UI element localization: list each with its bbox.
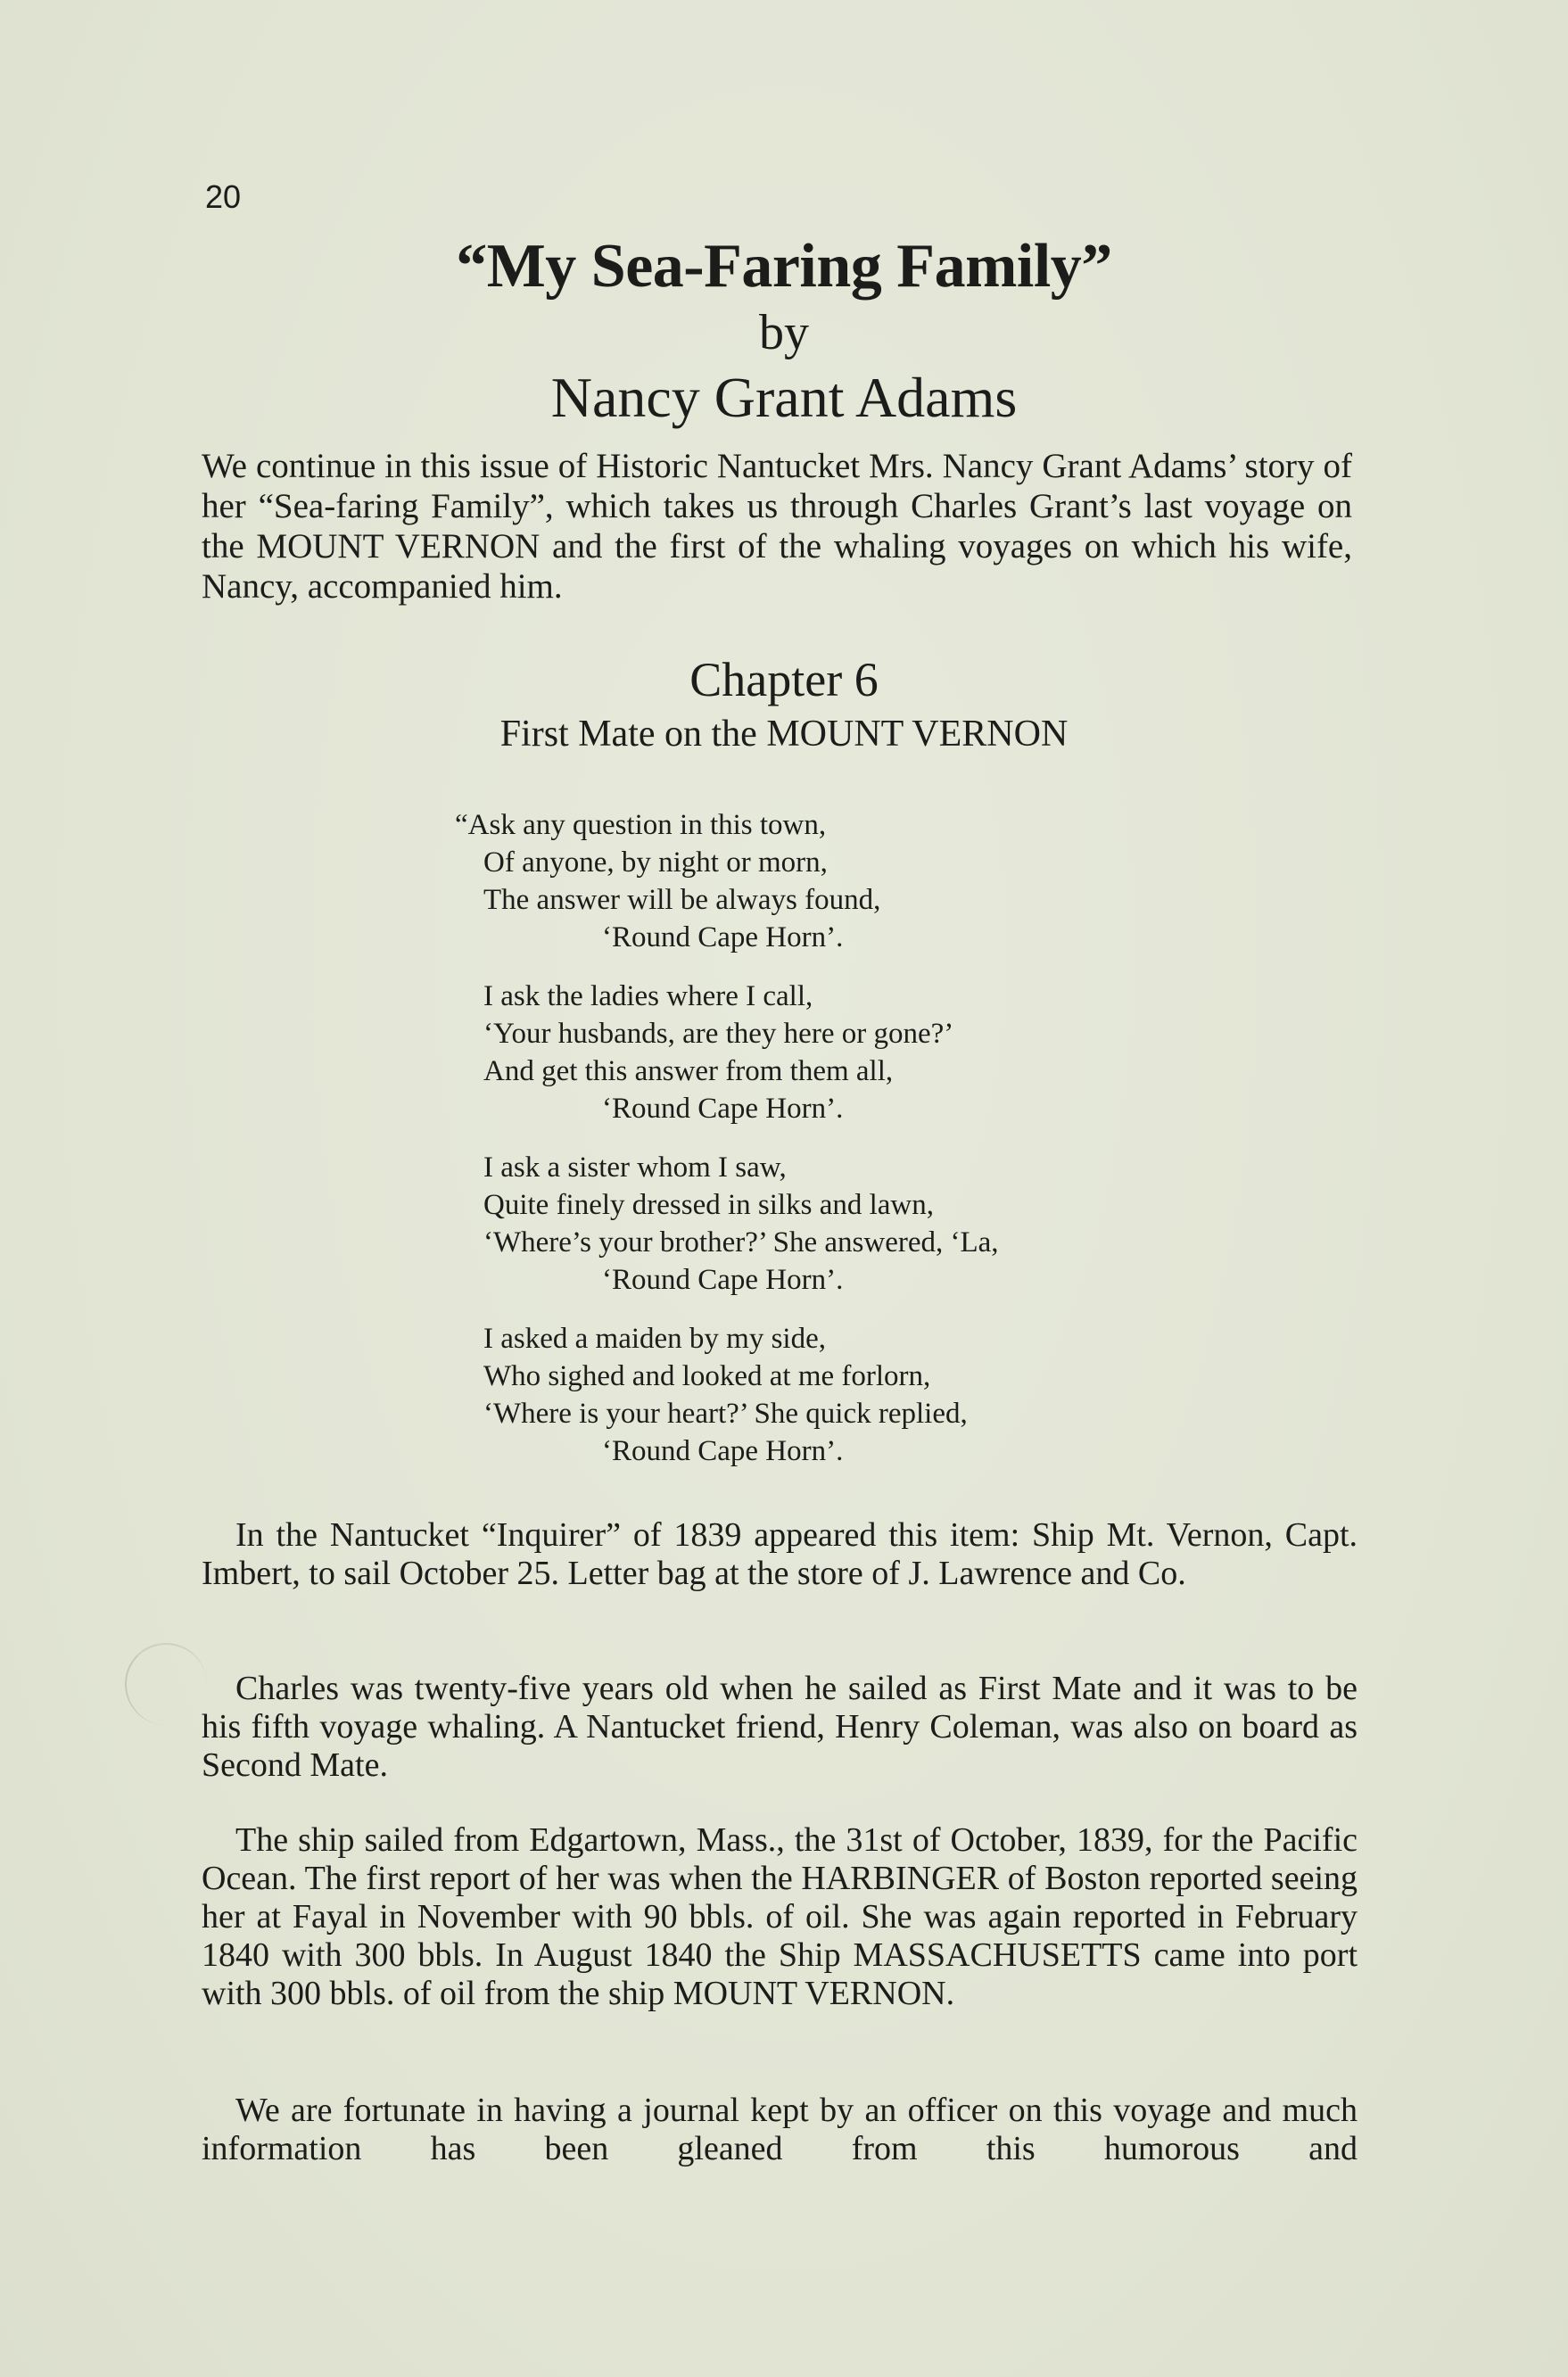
poem-line: I asked a maiden by my side, — [483, 1323, 826, 1355]
byline-by: by — [759, 305, 809, 360]
chapter-heading — [0, 649, 1568, 758]
poem-line: Quite finely dressed in silks and lawn, — [483, 1189, 934, 1221]
poem-stanza — [455, 1149, 999, 1299]
article-author: Nancy Grant Adams — [550, 366, 1018, 429]
body-paragraph: We are fortunate in having a journal kept by an officer on this voyage and much information has been gleaned from this humorous and — [202, 2092, 1358, 2167]
poem-line: Who sighed and looked at me forlorn, — [483, 1360, 931, 1392]
poem-line: I ask a sister whom I saw, — [483, 1151, 787, 1184]
poem-stanza — [455, 806, 999, 956]
body-paragraph: In the Nantucket “Inquirer” of 1839 appeared this item: Ship Mt. Vernon, Capt. Imbert, to sail October 25. Letter bag at the store of J. Lawrence and Co. — [202, 1516, 1358, 1592]
intro-paragraph: We continue in this issue of Historic Nantucket Mrs. Nancy Grant Adams’ story of her “Sea-faring Family”, which takes us through Charles Grant’s last voyage on the MOUNT VERNON and the first of the whaling voyages on which his wife, Nancy, accompanied him. — [202, 447, 1352, 606]
article-title: “My Sea-Faring Family” — [456, 232, 1112, 301]
chapter-title: First Mate on the MOUNT VERNON — [499, 714, 1069, 755]
poem-refrain: ‘Round Cape Horn’. — [602, 1264, 844, 1296]
poem-stanza — [455, 1320, 999, 1470]
poem-stanza — [455, 978, 999, 1127]
body-paragraph: The ship sailed from Edgartown, Mass., the 31st of October, 1839, for the Pacific Ocean. The first report of her was when the HARBINGER of Boston reported seeing her at Fayal in November with 90 bbls. of oil. She was again reported in February 1840 with 300 bbls. In August 1840 the Ship MASSACHUSETTS came into port with 300 bbls. of oil from the ship MOUNT VERNON. — [202, 1821, 1358, 2012]
article-header — [0, 230, 1568, 433]
poem-refrain: ‘Round Cape Horn’. — [602, 921, 844, 953]
body-paragraph: Charles was twenty-five years old when he sailed as First Mate and it was to be his fifth voyage whaling. A Nantucket friend, Henry Coleman, was also on board as Second Mate. — [202, 1670, 1358, 1784]
poem-line: ‘Your husbands, are they here or gone?’ — [483, 1018, 954, 1050]
poem-line: The answer will be always found, — [483, 884, 881, 916]
chapter-number: Chapter 6 — [689, 653, 879, 706]
poem-refrain: ‘Round Cape Horn’. — [602, 1093, 844, 1125]
poem — [455, 806, 999, 1491]
poem-line: Of anyone, by night or morn, — [483, 846, 828, 879]
poem-line: I ask the ladies where I call, — [483, 980, 813, 1012]
poem-line: “Ask any question in this town, — [455, 809, 827, 841]
poem-line: And get this answer from them all, — [483, 1055, 894, 1087]
page-number: 20 — [205, 178, 242, 215]
poem-refrain: ‘Round Cape Horn’. — [602, 1435, 844, 1467]
paper-smudge — [125, 1643, 207, 1725]
poem-line: ‘Where’s your brother?’ She answered, ‘La, — [483, 1226, 999, 1259]
poem-line: ‘Where is your heart?’ She quick replied, — [483, 1398, 968, 1430]
